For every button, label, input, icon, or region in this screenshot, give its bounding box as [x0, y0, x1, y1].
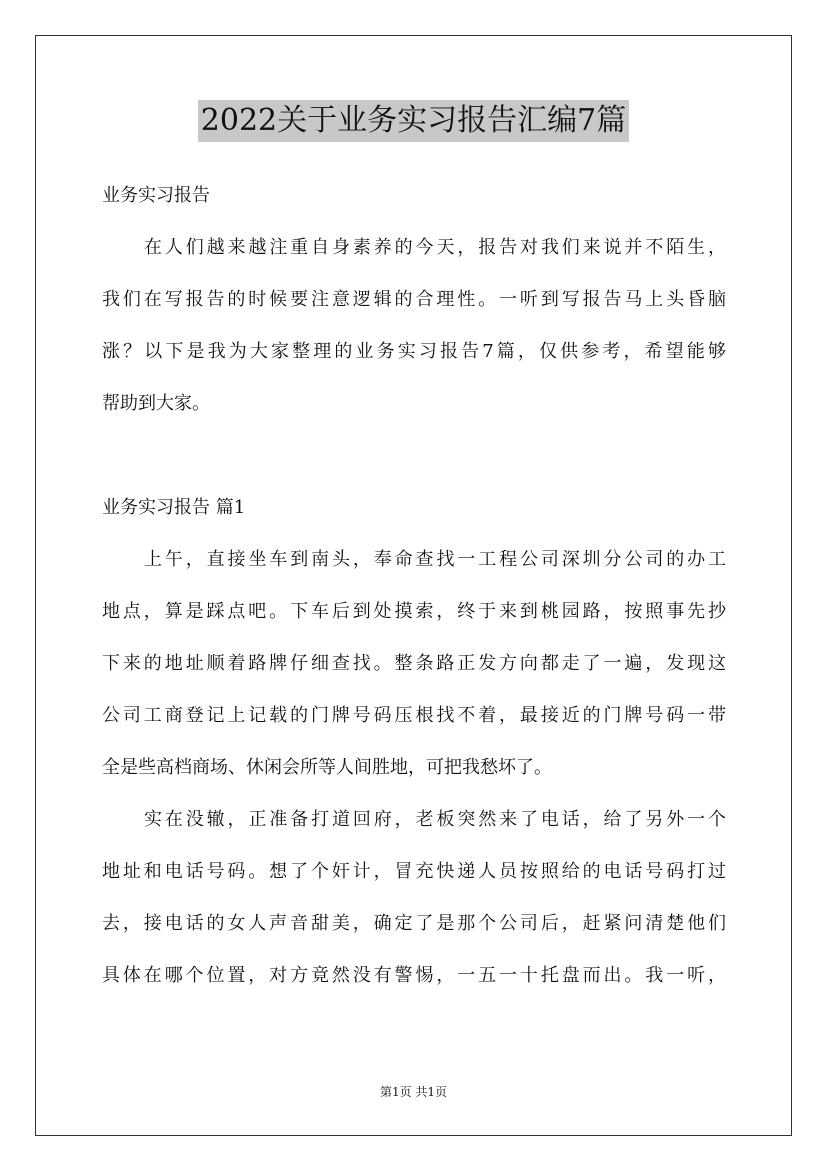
section1-para2-line: 具体在哪个位置，对方竟然没有警惕，一五一十托盘而出。我一听，	[102, 965, 726, 986]
intro-line: 我们在写报告的时候要注意逻辑的合理性。一听到写报告马上头昏脑	[102, 289, 726, 310]
title-container	[0, 100, 827, 142]
section1-para2-line: 实在没辙，正准备打道回府，老板突然来了电话，给了另外一个	[144, 809, 726, 830]
section1-para1-line: 公司工商登记上记载的门牌号码压根找不着，最接近的门牌号码一带	[102, 705, 726, 726]
document-body	[102, 170, 726, 1002]
section1-para2-line: 地址和电话号码。想了个奸计，冒充快递人员按照给的电话号码打过	[102, 861, 726, 882]
section1-para1-line: 下来的地址顺着路牌仔细查找。整条路正发方向都走了一遍，发现这	[102, 653, 726, 674]
section1-para1-line: 地点，算是踩点吧。下车后到处摸索，终于来到桃园路，按照事先抄	[102, 601, 726, 622]
section1-para1-line: 上午，直接坐车到南头，奉命查找一工程公司深圳分公司的办工	[144, 549, 726, 570]
intro-line: 帮助到大家。	[102, 393, 210, 414]
intro-heading: 业务实习报告	[102, 185, 210, 206]
intro-line: 在人们越来越注重自身素养的今天，报告对我们来说并不陌生，	[144, 237, 726, 258]
paragraph-gap	[102, 430, 726, 482]
section1-para2-line: 去，接电话的女人声音甜美，确定了是那个公司后，赶紧问清楚他们	[102, 913, 726, 934]
page-footer: 第1页 共1页	[379, 1085, 448, 1099]
intro-line: 涨？以下是我为大家整理的业务实习报告7篇，仅供参考，希望能够	[102, 341, 726, 362]
section1-para1-line: 全是些高档商场、休闲会所等人间胜地，可把我愁坏了。	[102, 757, 552, 778]
document-title: 2022关于业务实习报告汇编7篇	[198, 100, 629, 142]
section1-heading: 业务实习报告 篇1	[102, 497, 246, 518]
